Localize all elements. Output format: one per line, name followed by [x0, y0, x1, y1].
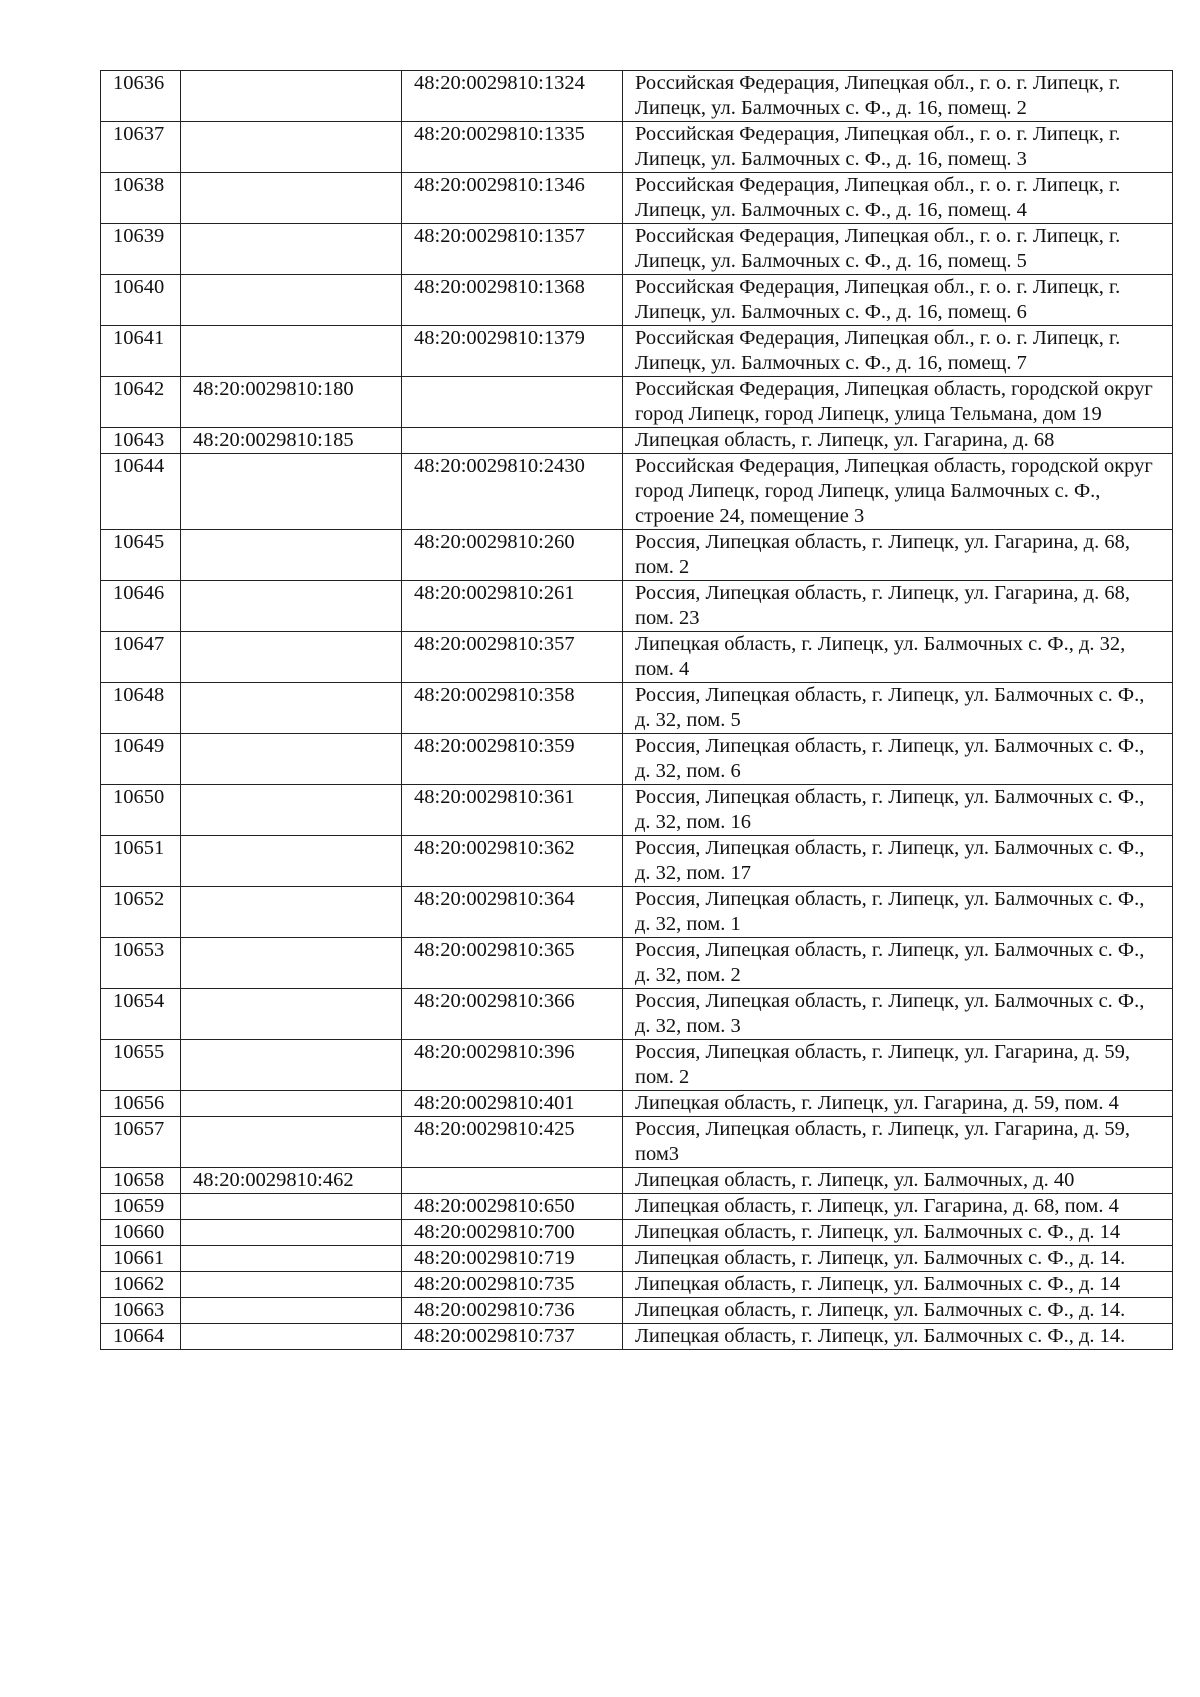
object-cadastral-number-cell: 48:20:0029810:359 — [402, 734, 623, 785]
land-cadastral-number-cell — [181, 1117, 402, 1168]
land-cadastral-number-cell — [181, 836, 402, 887]
row-number-cell: 10658 — [101, 1168, 181, 1194]
address-cell: Российская Федерация, Липецкая область, городской округ город Липецк, город Липецк, улица Тельмана, дом 19 — [623, 377, 1173, 428]
land-cadastral-number-cell — [181, 683, 402, 734]
document-page — [100, 70, 1172, 1350]
registry-table-body — [101, 71, 1173, 1350]
address-cell: Липецкая область, г. Липецк, ул. Балмочных, д. 40 — [623, 1168, 1173, 1194]
row-number-cell: 10662 — [101, 1272, 181, 1298]
object-cadastral-number-cell — [402, 1168, 623, 1194]
object-cadastral-number-cell: 48:20:0029810:700 — [402, 1220, 623, 1246]
table-row — [101, 836, 1173, 887]
row-number-cell: 10640 — [101, 275, 181, 326]
object-cadastral-number-cell: 48:20:0029810:396 — [402, 1040, 623, 1091]
table-row — [101, 1220, 1173, 1246]
address-cell: Липецкая область, г. Липецк, ул. Балмочных с. Ф., д. 14 — [623, 1220, 1173, 1246]
row-number-cell: 10641 — [101, 326, 181, 377]
row-number-cell: 10647 — [101, 632, 181, 683]
row-number-cell: 10648 — [101, 683, 181, 734]
land-cadastral-number-cell — [181, 122, 402, 173]
table-row — [101, 683, 1173, 734]
land-cadastral-number-cell: 48:20:0029810:462 — [181, 1168, 402, 1194]
address-cell: Липецкая область, г. Липецк, ул. Гагарина, д. 68, пом. 4 — [623, 1194, 1173, 1220]
address-cell: Россия, Липецкая область, г. Липецк, ул. Балмочных с. Ф., д. 32, пом. 16 — [623, 785, 1173, 836]
table-row — [101, 326, 1173, 377]
address-cell: Россия, Липецкая область, г. Липецк, ул. Балмочных с. Ф., д. 32, пом. 6 — [623, 734, 1173, 785]
registry-table — [100, 70, 1173, 1350]
land-cadastral-number-cell — [181, 1220, 402, 1246]
object-cadastral-number-cell: 48:20:0029810:361 — [402, 785, 623, 836]
object-cadastral-number-cell: 48:20:0029810:366 — [402, 989, 623, 1040]
row-number-cell: 10643 — [101, 428, 181, 454]
table-row — [101, 938, 1173, 989]
address-cell: Липецкая область, г. Липецк, ул. Балмочных с. Ф., д. 14. — [623, 1298, 1173, 1324]
row-number-cell: 10639 — [101, 224, 181, 275]
address-cell: Россия, Липецкая область, г. Липецк, ул. Гагарина, д. 59, пом3 — [623, 1117, 1173, 1168]
address-cell: Россия, Липецкая область, г. Липецк, ул. Гагарина, д. 68, пом. 23 — [623, 581, 1173, 632]
address-cell: Россия, Липецкая область, г. Липецк, ул. Гагарина, д. 68, пом. 2 — [623, 530, 1173, 581]
address-cell: Липецкая область, г. Липецк, ул. Балмочных с. Ф., д. 14. — [623, 1246, 1173, 1272]
object-cadastral-number-cell: 48:20:0029810:1346 — [402, 173, 623, 224]
land-cadastral-number-cell — [181, 785, 402, 836]
address-cell: Липецкая область, г. Липецк, ул. Балмочных с. Ф., д. 14. — [623, 1324, 1173, 1350]
land-cadastral-number-cell — [181, 989, 402, 1040]
object-cadastral-number-cell: 48:20:0029810:1324 — [402, 71, 623, 122]
row-number-cell: 10637 — [101, 122, 181, 173]
land-cadastral-number-cell — [181, 1246, 402, 1272]
table-row — [101, 377, 1173, 428]
land-cadastral-number-cell — [181, 1272, 402, 1298]
address-cell: Россия, Липецкая область, г. Липецк, ул. Балмочных с. Ф., д. 32, пом. 1 — [623, 887, 1173, 938]
row-number-cell: 10642 — [101, 377, 181, 428]
land-cadastral-number-cell — [181, 224, 402, 275]
land-cadastral-number-cell — [181, 1091, 402, 1117]
table-row — [101, 1298, 1173, 1324]
row-number-cell: 10650 — [101, 785, 181, 836]
land-cadastral-number-cell — [181, 1040, 402, 1091]
row-number-cell: 10654 — [101, 989, 181, 1040]
table-row — [101, 785, 1173, 836]
table-row — [101, 1324, 1173, 1350]
land-cadastral-number-cell — [181, 1324, 402, 1350]
land-cadastral-number-cell — [181, 734, 402, 785]
row-number-cell: 10649 — [101, 734, 181, 785]
land-cadastral-number-cell — [181, 454, 402, 530]
object-cadastral-number-cell — [402, 428, 623, 454]
row-number-cell: 10661 — [101, 1246, 181, 1272]
land-cadastral-number-cell — [181, 632, 402, 683]
table-row — [101, 1117, 1173, 1168]
address-cell: Липецкая область, г. Липецк, ул. Гагарина, д. 68 — [623, 428, 1173, 454]
land-cadastral-number-cell — [181, 938, 402, 989]
table-row — [101, 530, 1173, 581]
row-number-cell: 10646 — [101, 581, 181, 632]
land-cadastral-number-cell — [181, 173, 402, 224]
object-cadastral-number-cell: 48:20:0029810:401 — [402, 1091, 623, 1117]
address-cell: Российская Федерация, Липецкая обл., г. о. г. Липецк, г. Липецк, ул. Балмочных с. Ф., д. 16, помещ. 2 — [623, 71, 1173, 122]
address-cell: Российская Федерация, Липецкая обл., г. о. г. Липецк, г. Липецк, ул. Балмочных с. Ф., д. 16, помещ. 5 — [623, 224, 1173, 275]
address-cell: Липецкая область, г. Липецк, ул. Балмочных с. Ф., д. 14 — [623, 1272, 1173, 1298]
object-cadastral-number-cell: 48:20:0029810:260 — [402, 530, 623, 581]
row-number-cell: 10645 — [101, 530, 181, 581]
row-number-cell: 10659 — [101, 1194, 181, 1220]
object-cadastral-number-cell: 48:20:0029810:736 — [402, 1298, 623, 1324]
table-row — [101, 734, 1173, 785]
table-row — [101, 581, 1173, 632]
table-row — [101, 275, 1173, 326]
land-cadastral-number-cell: 48:20:0029810:185 — [181, 428, 402, 454]
address-cell: Российская Федерация, Липецкая обл., г. о. г. Липецк, г. Липецк, ул. Балмочных с. Ф., д. 16, помещ. 3 — [623, 122, 1173, 173]
land-cadastral-number-cell — [181, 275, 402, 326]
address-cell: Российская Федерация, Липецкая область, городской округ город Липецк, город Липецк, улица Балмочных с. Ф., строение 24, помещение 3 — [623, 454, 1173, 530]
address-cell: Липецкая область, г. Липецк, ул. Балмочных с. Ф., д. 32, пом. 4 — [623, 632, 1173, 683]
table-row — [101, 1272, 1173, 1298]
row-number-cell: 10636 — [101, 71, 181, 122]
table-row — [101, 1246, 1173, 1272]
object-cadastral-number-cell: 48:20:0029810:2430 — [402, 454, 623, 530]
table-row — [101, 1168, 1173, 1194]
object-cadastral-number-cell: 48:20:0029810:735 — [402, 1272, 623, 1298]
row-number-cell: 10644 — [101, 454, 181, 530]
address-cell: Россия, Липецкая область, г. Липецк, ул. Балмочных с. Ф., д. 32, пом. 5 — [623, 683, 1173, 734]
object-cadastral-number-cell: 48:20:0029810:261 — [402, 581, 623, 632]
row-number-cell: 10660 — [101, 1220, 181, 1246]
row-number-cell: 10652 — [101, 887, 181, 938]
object-cadastral-number-cell: 48:20:0029810:357 — [402, 632, 623, 683]
object-cadastral-number-cell: 48:20:0029810:1368 — [402, 275, 623, 326]
table-row — [101, 224, 1173, 275]
address-cell: Россия, Липецкая область, г. Липецк, ул. Балмочных с. Ф., д. 32, пом. 3 — [623, 989, 1173, 1040]
address-cell: Липецкая область, г. Липецк, ул. Гагарина, д. 59, пом. 4 — [623, 1091, 1173, 1117]
table-row — [101, 1194, 1173, 1220]
table-row — [101, 71, 1173, 122]
object-cadastral-number-cell: 48:20:0029810:719 — [402, 1246, 623, 1272]
row-number-cell: 10638 — [101, 173, 181, 224]
address-cell: Россия, Липецкая область, г. Липецк, ул. Гагарина, д. 59, пом. 2 — [623, 1040, 1173, 1091]
address-cell: Российская Федерация, Липецкая обл., г. о. г. Липецк, г. Липецк, ул. Балмочных с. Ф., д. 16, помещ. 4 — [623, 173, 1173, 224]
table-row — [101, 887, 1173, 938]
table-row — [101, 632, 1173, 683]
row-number-cell: 10656 — [101, 1091, 181, 1117]
object-cadastral-number-cell: 48:20:0029810:362 — [402, 836, 623, 887]
object-cadastral-number-cell — [402, 377, 623, 428]
land-cadastral-number-cell — [181, 530, 402, 581]
table-row — [101, 989, 1173, 1040]
land-cadastral-number-cell — [181, 581, 402, 632]
table-row — [101, 173, 1173, 224]
table-row — [101, 428, 1173, 454]
row-number-cell: 10663 — [101, 1298, 181, 1324]
land-cadastral-number-cell — [181, 1298, 402, 1324]
table-row — [101, 454, 1173, 530]
address-cell: Российская Федерация, Липецкая обл., г. о. г. Липецк, г. Липецк, ул. Балмочных с. Ф., д. 16, помещ. 7 — [623, 326, 1173, 377]
row-number-cell: 10653 — [101, 938, 181, 989]
land-cadastral-number-cell — [181, 1194, 402, 1220]
land-cadastral-number-cell — [181, 71, 402, 122]
table-row — [101, 1091, 1173, 1117]
object-cadastral-number-cell: 48:20:0029810:1335 — [402, 122, 623, 173]
address-cell: Российская Федерация, Липецкая обл., г. о. г. Липецк, г. Липецк, ул. Балмочных с. Ф., д. 16, помещ. 6 — [623, 275, 1173, 326]
object-cadastral-number-cell: 48:20:0029810:1379 — [402, 326, 623, 377]
land-cadastral-number-cell: 48:20:0029810:180 — [181, 377, 402, 428]
object-cadastral-number-cell: 48:20:0029810:365 — [402, 938, 623, 989]
land-cadastral-number-cell — [181, 326, 402, 377]
object-cadastral-number-cell: 48:20:0029810:737 — [402, 1324, 623, 1350]
address-cell: Россия, Липецкая область, г. Липецк, ул. Балмочных с. Ф., д. 32, пом. 17 — [623, 836, 1173, 887]
object-cadastral-number-cell: 48:20:0029810:650 — [402, 1194, 623, 1220]
address-cell: Россия, Липецкая область, г. Липецк, ул. Балмочных с. Ф., д. 32, пом. 2 — [623, 938, 1173, 989]
row-number-cell: 10655 — [101, 1040, 181, 1091]
land-cadastral-number-cell — [181, 887, 402, 938]
table-row — [101, 1040, 1173, 1091]
object-cadastral-number-cell: 48:20:0029810:364 — [402, 887, 623, 938]
object-cadastral-number-cell: 48:20:0029810:425 — [402, 1117, 623, 1168]
table-row — [101, 122, 1173, 173]
row-number-cell: 10664 — [101, 1324, 181, 1350]
row-number-cell: 10657 — [101, 1117, 181, 1168]
object-cadastral-number-cell: 48:20:0029810:358 — [402, 683, 623, 734]
object-cadastral-number-cell: 48:20:0029810:1357 — [402, 224, 623, 275]
row-number-cell: 10651 — [101, 836, 181, 887]
